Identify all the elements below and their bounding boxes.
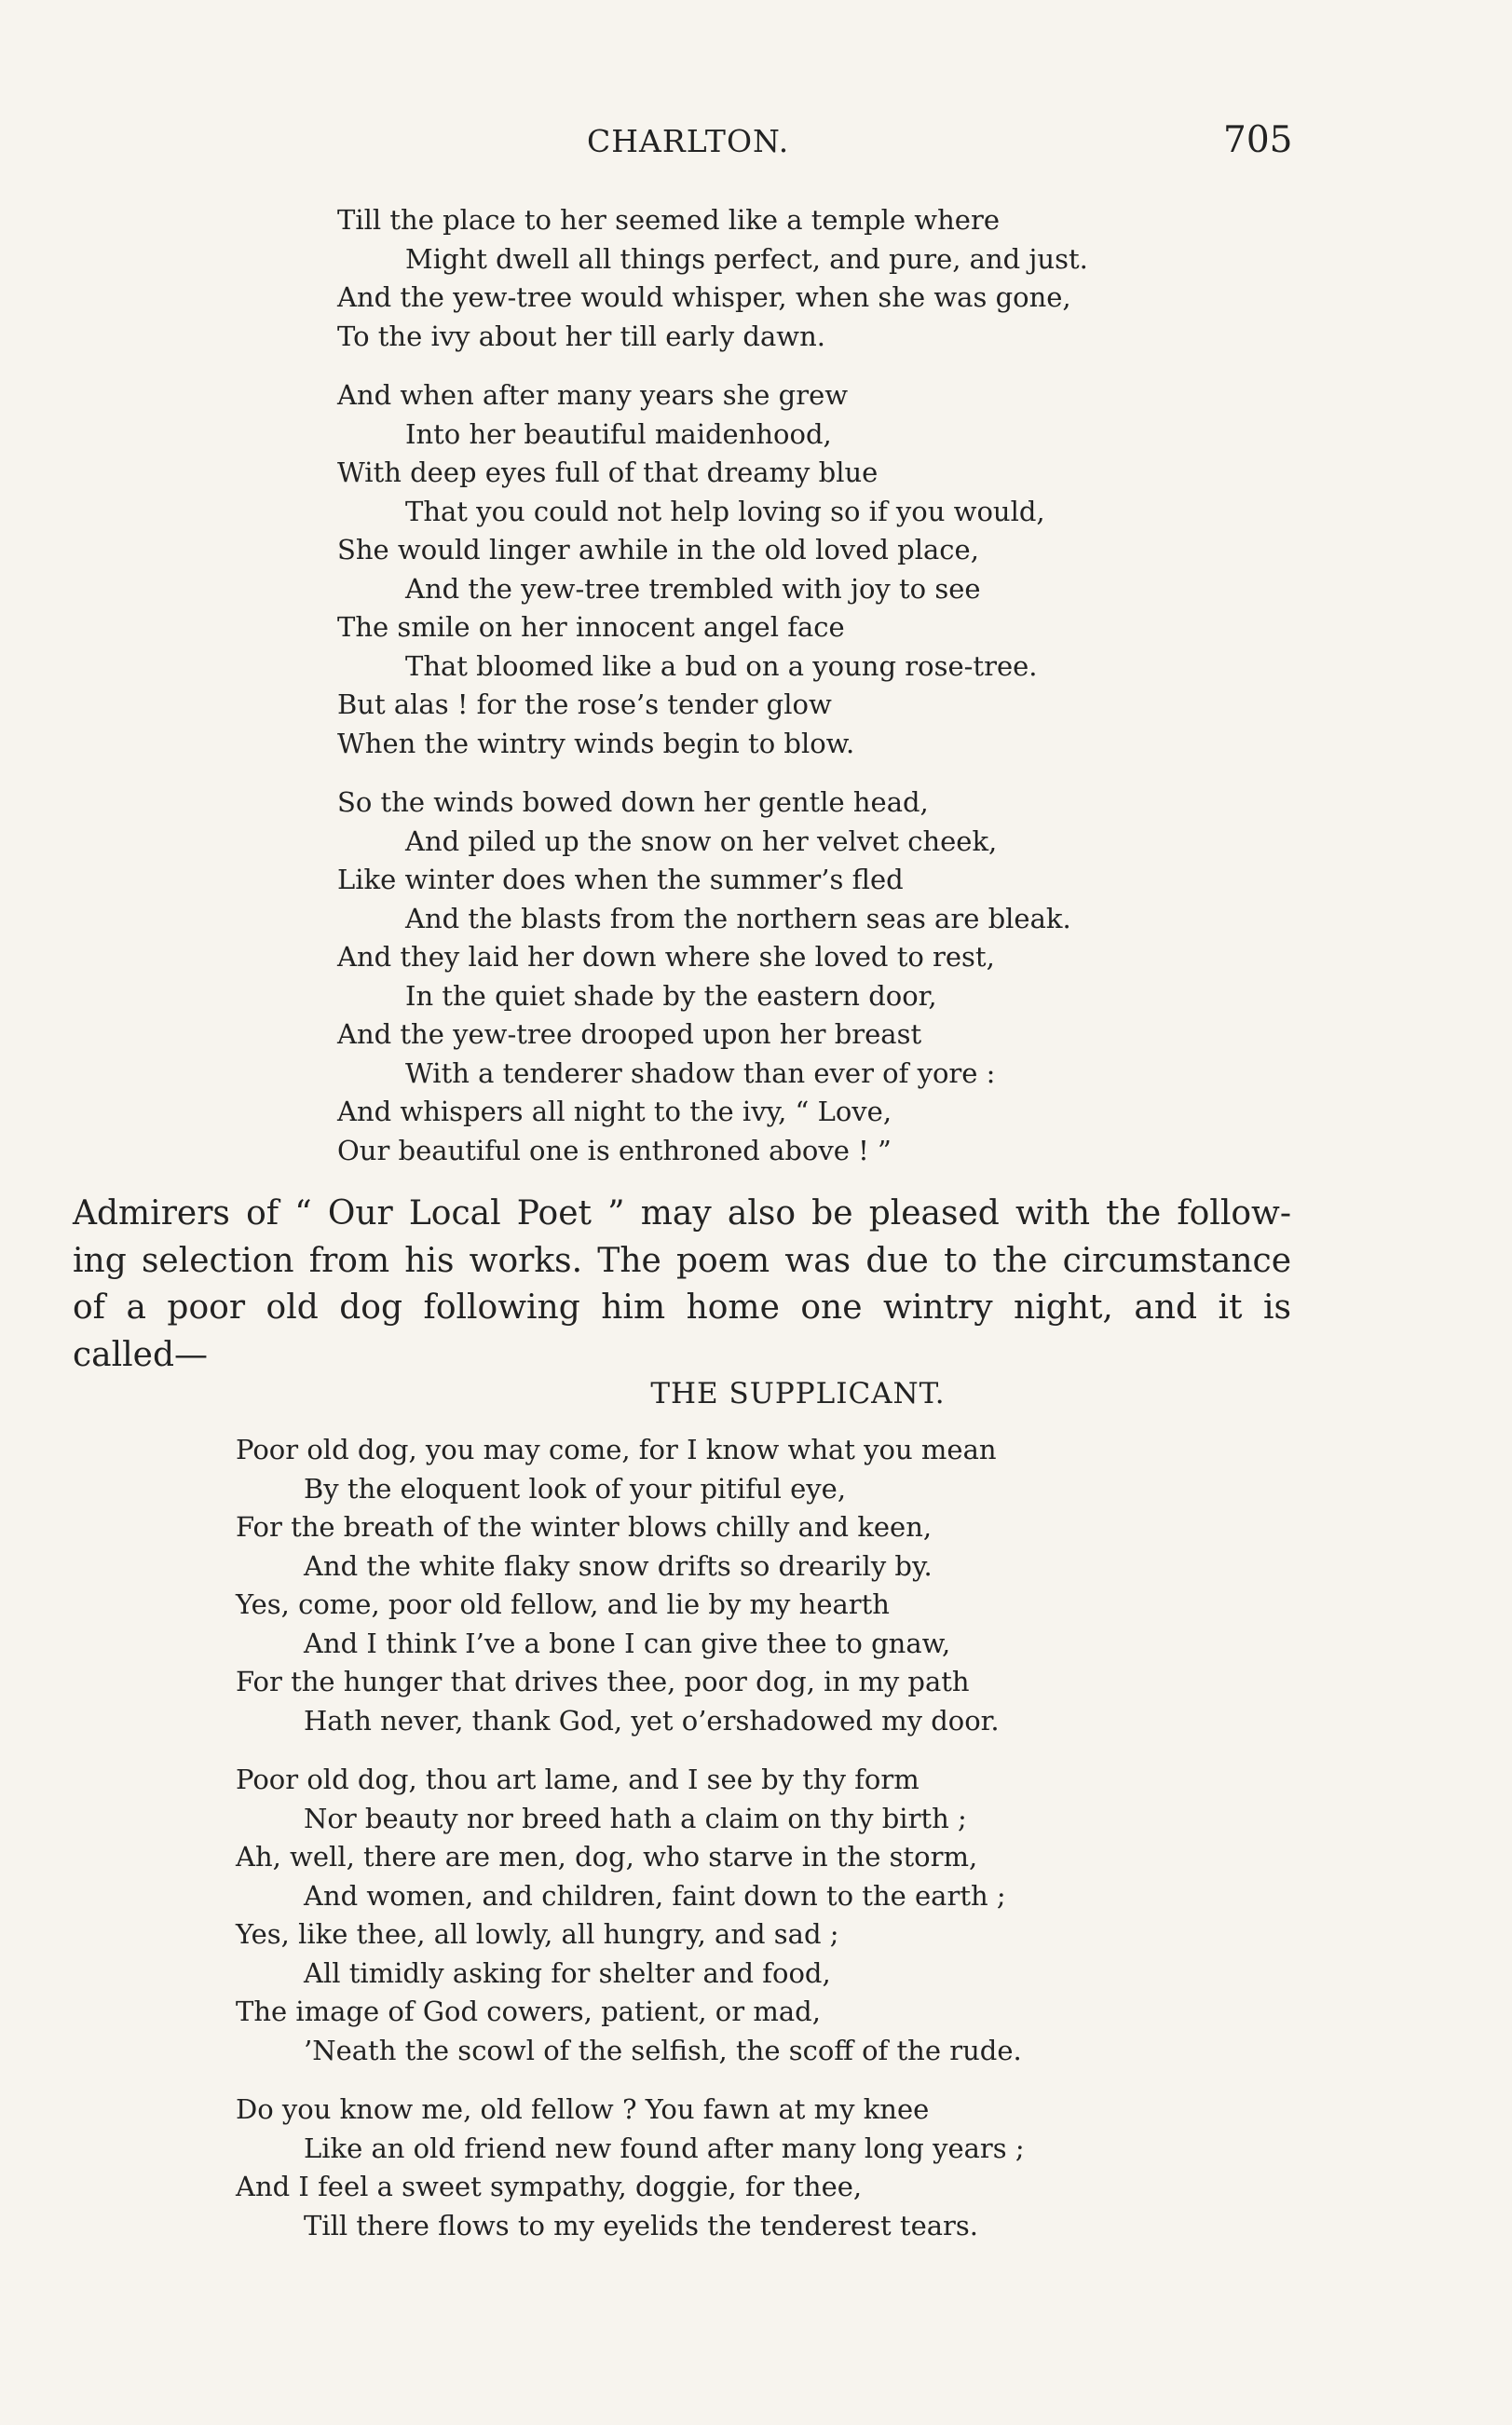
poem-continuation — [337, 201, 1088, 1191]
poem-line: Nor beauty nor breed hath a claim on thy birth ; — [304, 1802, 967, 1834]
poem-line: Yes, come, poor old fellow, and lie by my hearth — [236, 1588, 890, 1620]
poem-line: And I think I’ve a bone I can give thee to gnaw, — [304, 1627, 951, 1659]
poem-line: With a tenderer shadow than ever of yore : — [405, 1056, 996, 1089]
page-header — [0, 119, 1512, 170]
poem-line: And whispers all night to the ivy, “ Love, — [337, 1096, 892, 1127]
poem-line: Till there flows to my eyelids the tenderest tears. — [304, 2209, 978, 2241]
poem-line: With deep eyes full of that dreamy blue — [337, 456, 879, 488]
poem-line: All timidly asking for shelter and food, — [304, 1956, 831, 1989]
prose-line: called— — [73, 1335, 209, 1374]
poem-line: The image of God cowers, patient, or mad, — [236, 1996, 821, 2027]
poem-line: And I feel a sweet sympathy, doggie, for thee, — [236, 2171, 863, 2202]
poem-line: And piled up the snow on her velvet cheek, — [405, 824, 998, 857]
poem-line: That you could not help loving so if you would, — [405, 495, 1045, 527]
poem-line: When the wintry winds begin to blow. — [337, 727, 855, 759]
stanza — [236, 1431, 1025, 1740]
poem-line: And the yew-tree would whisper, when she was gone, — [337, 281, 1071, 313]
poem-line: In the quiet shade by the eastern door, — [405, 979, 937, 1012]
poem-line: Our beautiful one is enthroned above ! ” — [337, 1134, 892, 1166]
poem-line: Till the place to her seemed like a temple where — [337, 204, 1000, 236]
poem-line: To the ivy about her till early dawn. — [337, 320, 825, 352]
poem-line: She would linger awhile in the old loved place, — [337, 534, 979, 565]
poem-line: For the hunger that drives thee, poor dog, in my path — [236, 1666, 970, 1697]
poem-line: That bloomed like a bud on a young rose-tree. — [405, 649, 1038, 682]
poem-line: And when after many years she grew — [337, 379, 849, 411]
poem-the-supplicant — [236, 1431, 1025, 2266]
poem-line: Like winter does when the summer’s fled — [337, 864, 904, 895]
poem-line: And they laid her down where she loved to rest, — [337, 941, 995, 973]
poem-line: And women, and children, faint down to the earth ; — [304, 1879, 1006, 1912]
poem-line: Might dwell all things perfect, and pure, and just. — [405, 242, 1088, 275]
poem-line: Ah, well, there are men, dog, who starve in the storm, — [236, 1841, 978, 1873]
poem-line: Into her beautiful maidenhood, — [405, 417, 832, 450]
poem-line: ’Neath the scowl of the selfish, the scoff of the rude. — [304, 2034, 1022, 2066]
page-number: 705 — [1223, 119, 1293, 161]
poem-line: And the yew-tree trembled with joy to see — [405, 572, 981, 605]
prose-line: of a poor old dog following him home one wintry night, and it is — [73, 1288, 1291, 1327]
stanza — [337, 376, 1088, 763]
poem-line: Yes, like thee, all lowly, all hungry, and sad ; — [236, 1918, 839, 1950]
poem-line: Poor old dog, you may come, for I know what you mean — [236, 1434, 997, 1465]
running-head: CHARLTON. — [587, 123, 790, 159]
poem-line: But alas ! for the rose’s tender glow — [337, 688, 832, 720]
poem-line: And the white flaky snow drifts so drearily by. — [304, 1549, 933, 1582]
poem-line: Do you know me, old fellow ? You fawn at my knee — [236, 2093, 930, 2125]
poem-line: Hath never, thank God, yet o’ershadowed my door. — [304, 1704, 1000, 1737]
poem-line: For the breath of the winter blows chilly and keen, — [236, 1511, 933, 1543]
stanza — [337, 201, 1088, 356]
poem-line: By the eloquent look of your pitiful eye, — [304, 1472, 847, 1505]
poem-line: And the blasts from the northern seas are bleak. — [405, 902, 1071, 934]
poem-line: And the yew-tree drooped upon her breast — [337, 1018, 922, 1050]
stanza — [337, 783, 1088, 1170]
poem-line: The smile on her innocent angel face — [337, 611, 845, 643]
poem-title: THE SUPPLICANT. — [650, 1377, 946, 1410]
poem-line: Like an old friend new found after many long years ; — [304, 2132, 1025, 2164]
stanza — [236, 2091, 1025, 2245]
poem-line: So the winds bowed down her gentle head, — [337, 786, 929, 818]
poem-line: Poor old dog, thou art lame, and I see by thy form — [236, 1764, 919, 1795]
prose-line: ing selection from his works. The poem was due to the circumstance — [73, 1241, 1291, 1280]
prose-paragraph — [73, 1191, 1291, 1379]
stanza — [236, 1761, 1025, 2070]
prose-line: Admirers of “ Our Local Poet ” may also be pleased with the follow- — [73, 1194, 1291, 1233]
